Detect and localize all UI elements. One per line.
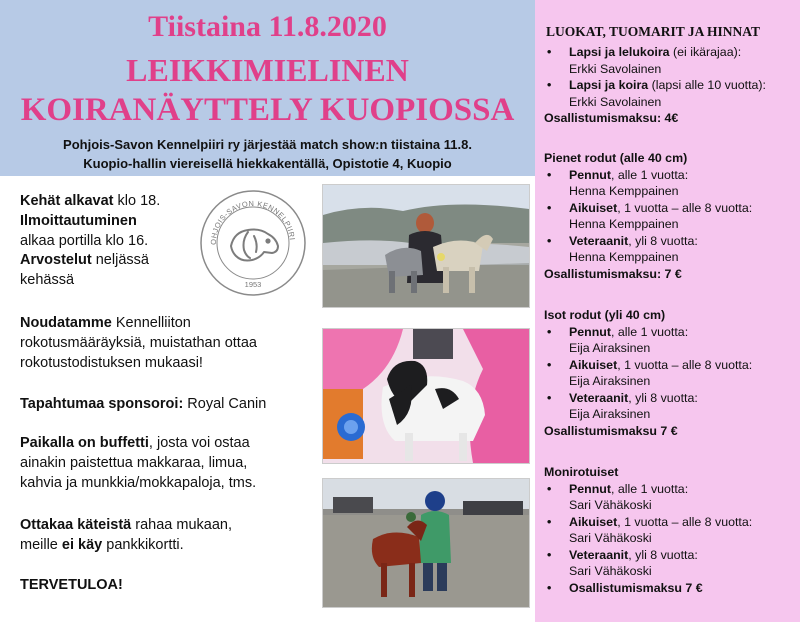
- fee-text: Osallistumismaksu: 4€: [544, 111, 679, 125]
- list-item: • Pennut, alle 1 vuotta:: [544, 324, 796, 341]
- list-item: • Aikuiset, 1 vuotta – alle 8 vuotta:: [544, 357, 796, 374]
- svg-text:POHJOIS-SAVON KENNELPIIRI ry: OHJOIS-SAVON KENNELPIIRI: [208, 198, 297, 245]
- buffet-paragraph: Paikalla on buffetti, josta voi ostaa ainakin paistettua makkaraa, limua, kahvia ja munkkia/mokkapaloja, tms.: [20, 435, 257, 491]
- section-large-breeds: Isot rodut (yli 40 cm) • Pennut, alle 1 vuotta: Eija Airaksinen • Aikuiset, 1 vuotta – alle 8 vuotta: Eija Airaksinen • Veteraanit, yli 8 vuotta: Eija Airaksinen Osallistumismaksu 7 €: [544, 307, 796, 439]
- list-item: • Lapsi ja koira (lapsi alle 10 vuotta):: [544, 77, 796, 94]
- svg-text:1953: 1953: [244, 280, 262, 289]
- list-item: • Pennut, alle 1 vuotta:: [544, 167, 796, 184]
- list-item: • Veteraanit, yli 8 vuotta:: [544, 547, 796, 564]
- section-mixed-breeds: Monirotuiset • Pennut, alle 1 vuotta: Sari Vähäkoski • Aikuiset, 1 vuotta – alle 8 vuotta: Sari Vähäkoski • Veteraanit, yli 8 vuotta: Sari Vähäkoski • Osallistumismaksu 7 €: [544, 464, 796, 596]
- list-item: • Lapsi ja lelukoira (ei ikärajaa):: [544, 44, 796, 61]
- schedule-paragraph: Kehät alkavat klo 18. Ilmoittautuminen alkaa portilla klo 16. Arvostelut neljässä kehässä: [20, 193, 161, 289]
- photo-springer-spaniel: [322, 328, 530, 464]
- event-title-line1: LEIKKIMIELINEN: [126, 52, 409, 88]
- photo-woman-with-dogs: [322, 184, 530, 308]
- list-item: • Aikuiset, 1 vuotta – alle 8 vuotta:: [544, 514, 796, 531]
- list-item: • Veteraanit, yli 8 vuotta:: [544, 390, 796, 407]
- list-item: • Pennut, alle 1 vuotta:: [544, 481, 796, 498]
- list-item: • Veteraanit, yli 8 vuotta:: [544, 233, 796, 250]
- fee-text: Osallistumismaksu: 7 €: [544, 266, 682, 281]
- welcome-text: TERVETULOA!: [20, 577, 123, 593]
- location-line: Kuopio-hallin viereisellä hiekkakentällä, Opistotie 4, Kuopio: [83, 156, 452, 171]
- photo-child-with-setter: [322, 478, 530, 608]
- section-small-breeds: Pienet rodut (alle 40 cm) • Pennut, alle 1 vuotta: Henna Kemppainen • Aikuiset, 1 vuotta – alle 8 vuotta: Henna Kemppainen • Veteraanit, yli 8 vuotta: Henna Kemppainen Osallistumismaksu: 7 €: [544, 150, 796, 282]
- list-item: • Aikuiset, 1 vuotta – alle 8 vuotta:: [544, 200, 796, 217]
- event-title-line2: KOIRANÄYTTELY KUOPIOSSA: [20, 92, 515, 128]
- fee-text: • Osallistumismaksu 7 €: [544, 580, 796, 597]
- event-date: Tiistaina 11.8.2020: [148, 10, 387, 43]
- kennel-district-logo: [198, 188, 308, 298]
- dog-head-icon: [231, 230, 278, 261]
- section-children: • Lapsi ja lelukoira (ei ikärajaa): Erkki Savolainen • Lapsi ja koira (lapsi alle 10 vuotta): Erkki Savolainen Osallistumismaksu: 4€: [544, 44, 796, 127]
- fee-text: Osallistumismaksu 7 €: [544, 423, 678, 438]
- sponsor-paragraph: Tapahtumaa sponsoroi: Royal Canin: [20, 396, 267, 412]
- cash-paragraph: Ottakaa käteistä rahaa mukaan, meille ei käy pankkikortti.: [20, 517, 232, 553]
- classes-heading: LUOKAT, TUOMARIT JA HINNAT: [546, 24, 761, 39]
- vaccination-paragraph: Noudatamme Kennelliiton rokotusmääräyksiä, muistathan ottaa rokotustodistuksen mukaasi!: [20, 315, 257, 371]
- organizer-line: Pohjois-Savon Kennelpiiri ry järjestää match show:n tiistaina 11.8.: [63, 137, 472, 152]
